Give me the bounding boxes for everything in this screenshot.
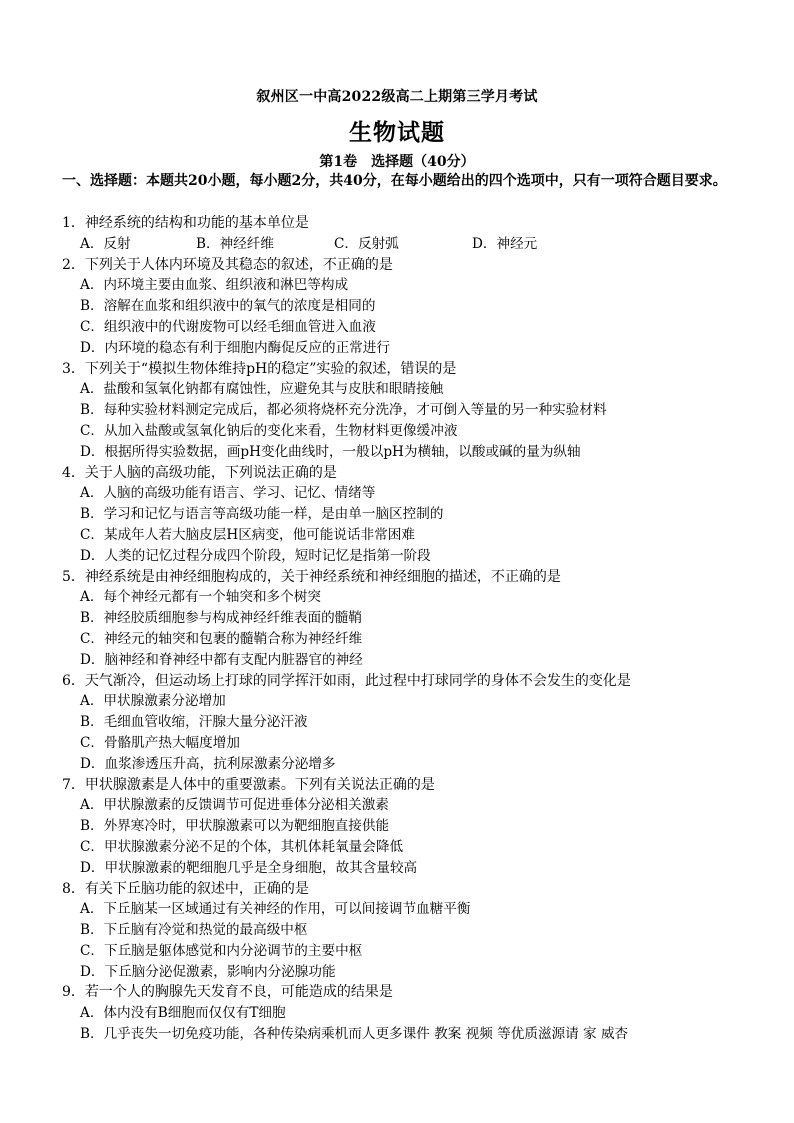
option-a: A．下丘脑某一区域通过有关神经的作用，可以间接调节血糖平衡 [80,901,471,918]
options-row [62,234,762,255]
option-b: B．神经胶质细胞参与构成神经纤维表面的髓鞘 [80,610,362,627]
school-exam-title: 叙州区一中高2022级高二上期第三学月考试 [256,89,538,105]
question-list [62,213,762,1045]
option-c: C．从加入盐酸或氢氧化钠后的变化来看，生物材料更像缓冲液 [80,422,458,439]
option-a: A．甲状腺激素分泌增加 [80,693,226,710]
question-6 [62,671,762,775]
section-instructions: 一、选择题：本题共20小题，每小题2分，共40分，在每小题给出的四个选项中，只有一项符合题目要求。 [62,173,727,189]
question-7 [62,775,762,879]
question-9 [62,982,762,1044]
option-d: D．脑神经和脊神经中都有支配内脏器官的神经 [80,651,363,668]
option-c: C．某成年人若大脑皮层H区病变，他可能说话非常困难 [80,526,415,543]
option-d: D．下丘脑分泌促激素，影响内分泌腺功能 [80,963,336,980]
question-stem: 4．关于人脑的高级功能，下列说法正确的是 [62,464,337,481]
option-d: D．神经元 [472,235,538,252]
option-c: C．下丘脑是躯体感觉和内分泌调节的主要中枢 [80,942,363,959]
option-d: D．人类的记忆过程分成四个阶段，短时记忆是指第一阶段 [80,547,431,564]
option-b: B．每种实验材料测定完成后，都必须将烧杯充分洗净，才可倒入等量的另一种实验材料 [80,402,607,419]
option-a: A．反射 [80,235,131,252]
option-a: A．甲状腺激素的反馈调节可促进垂体分泌相关激素 [80,797,389,814]
option-b: B．下丘脑有冷觉和热觉的最高级中枢 [80,922,308,939]
option-d: D．根据所得实验数据，画pH变化曲线时，一般以pH为横轴，以酸或碱的量为纵轴 [80,443,581,460]
question-5 [62,567,762,671]
question-4 [62,463,762,567]
option-b: B．毛细血管收缩，汗腺大量分泌汗液 [80,714,308,731]
option-a: A．人脑的高级功能有语言、学习、记忆、情绪等 [80,485,376,502]
option-b: B．学习和记忆与语言等高级功能一样，是由单一脑区控制的 [80,506,444,523]
subject-title: 生物试题 [349,119,445,146]
option-b: B．外界寒冷时，甲状腺激素可以为靶细胞直接供能 [80,818,390,835]
question-stem: 7．甲状腺激素是人体中的重要激素。下列有关说法正确的是 [62,776,435,793]
question-stem: 6．天气渐冷，但运动场上打球的同学挥汗如雨，此过程中打球同学的身体不会发生的变化是 [62,672,631,689]
question-3 [62,359,762,463]
option-c: C．甲状腺激素分泌不足的个体，其机体耗氧量会降低 [80,838,404,855]
question-stem: 1．神经系统的结构和功能的基本单位是 [62,215,309,231]
option-a: A．内环境主要由血浆、组织液和淋巴等构成 [80,277,349,294]
part-title: 第1卷 选择题（40分） [319,154,475,170]
question-stem: 8．有关下丘脑功能的叙述中，正确的是 [62,880,309,897]
question-stem: 2．下列关于人体内环境及其稳态的叙述，不正确的是 [62,256,393,273]
question-stem: 3．下列关于“模拟生物体维持pH的稳定”实验的叙述，错误的是 [62,360,457,377]
question-2 [62,255,762,359]
option-a: A．盐酸和氢氧化钠都有腐蚀性，应避免其与皮肤和眼睛接触 [80,381,444,398]
question-8 [62,879,762,983]
option-b: B．神经纤维 [196,235,274,252]
option-c: C．神经元的轴突和包裹的髓鞘合称为神经纤维 [80,630,363,647]
option-d: D．内环境的稳态有利于细胞内酶促反应的正常进行 [80,339,390,356]
question-stem: 5．神经系统是由神经细胞构成的，关于神经系统和神经细胞的描述，不正确的是 [62,568,561,585]
option-c: C．反射弧 [334,235,399,252]
question-1 [62,213,762,255]
option-c: C．组织液中的代谢废物可以经毛细血管进入血液 [80,318,376,335]
option-c: C．骨骼肌产热大幅度增加 [80,734,240,751]
option-d: D．甲状腺激素的靶细胞几乎是全身细胞，故其含量较高 [80,859,418,876]
option-d: D．血浆渗透压升高，抗利尿激素分泌增多 [80,755,336,772]
option-a: A．每个神经元都有一个轴突和多个树突 [80,589,321,606]
question-stem: 9．若一个人的胸腺先天发育不良，可能造成的结果是 [62,984,393,1001]
option-b: B．几乎丧失一切免疫功能，各种传染病乘机而人更多课件 教案 视频 等优质滋源请 家 威杏 [80,1026,629,1043]
option-b: B．溶解在血浆和组织液中的氧气的浓度是相同的 [80,298,376,315]
option-a: A．体内没有B细胞而仅仅有T细胞 [80,1005,286,1022]
